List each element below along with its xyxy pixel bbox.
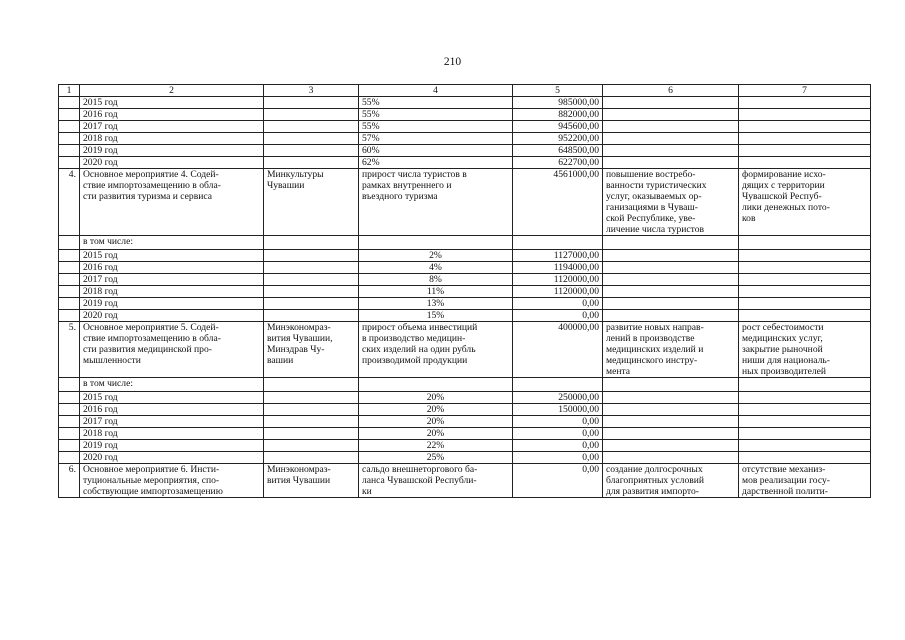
year-cell: 2018 год bbox=[80, 428, 264, 440]
executor-cell bbox=[264, 428, 359, 440]
activity-name-cell-line: туциональные мероприятия, спо- bbox=[83, 475, 220, 486]
amount-cell: 952200,00 bbox=[513, 133, 603, 145]
row-number-cell: 4. bbox=[59, 169, 80, 236]
result-cell bbox=[603, 428, 739, 440]
expected-result-cell-line: ванности туристических bbox=[606, 180, 707, 191]
row-number-cell bbox=[59, 440, 80, 452]
executor-cell bbox=[264, 169, 359, 236]
consequence-cell bbox=[739, 392, 871, 404]
row-number-cell bbox=[59, 109, 80, 121]
amount-cell: 0,00 bbox=[513, 428, 603, 440]
row-number-cell: 6. bbox=[59, 464, 80, 498]
indicator-value-cell: 13% bbox=[359, 298, 513, 310]
executor-cell bbox=[264, 97, 359, 109]
empty-cell bbox=[739, 378, 871, 392]
executor-cell bbox=[264, 392, 359, 404]
result-cell bbox=[603, 404, 739, 416]
consequence-cell bbox=[739, 416, 871, 428]
indicator-value-cell: 2% bbox=[359, 250, 513, 262]
year-row bbox=[59, 404, 871, 416]
consequence-cell bbox=[739, 121, 871, 133]
executor-cell bbox=[264, 298, 359, 310]
expected-result-cell bbox=[603, 322, 739, 378]
consequence-cell-line: закрытие рыночной bbox=[742, 344, 823, 355]
empty-cell bbox=[359, 236, 513, 250]
year-cell: 2017 год bbox=[80, 416, 264, 428]
year-cell: 2018 год bbox=[80, 286, 264, 298]
consequence-cell bbox=[739, 428, 871, 440]
indicator-value-cell: 60% bbox=[359, 145, 513, 157]
main-activity-row bbox=[59, 169, 871, 236]
row-number-cell bbox=[59, 121, 80, 133]
consequence-cell-line: ных производителей bbox=[742, 366, 827, 377]
row-number-cell bbox=[59, 250, 80, 262]
year-row bbox=[59, 133, 871, 145]
activity-name-cell bbox=[80, 169, 264, 236]
year-cell: 2016 год bbox=[80, 404, 264, 416]
executor-cell bbox=[264, 464, 359, 498]
result-cell bbox=[603, 416, 739, 428]
expected-result-cell-line: услуг, оказываемых ор- bbox=[606, 191, 702, 202]
amount-cell: 400000,00 bbox=[513, 322, 603, 378]
consequence-cell-line: лики денежных пото- bbox=[742, 202, 830, 213]
executor-cell bbox=[264, 452, 359, 464]
row-number-cell bbox=[59, 274, 80, 286]
year-cell: 2020 год bbox=[80, 310, 264, 322]
executor-cell bbox=[264, 310, 359, 322]
consequence-cell bbox=[739, 109, 871, 121]
indicator-cell-line: производимой продукции bbox=[362, 355, 468, 366]
executor-cell bbox=[264, 250, 359, 262]
consequence-cell-line: дарственной полити- bbox=[742, 486, 828, 497]
indicator-value-cell: 11% bbox=[359, 286, 513, 298]
empty-cell bbox=[513, 378, 603, 392]
expected-result-cell-line: личение числа туристов bbox=[606, 224, 705, 235]
amount-cell: 648500,00 bbox=[513, 145, 603, 157]
amount-cell: 0,00 bbox=[513, 416, 603, 428]
amount-cell: 0,00 bbox=[513, 440, 603, 452]
consequence-cell bbox=[739, 322, 871, 378]
executor-cell-line: вития Чувашии, bbox=[267, 333, 333, 344]
activity-name-cell-line: Основное мероприятие 6. Инсти- bbox=[83, 464, 220, 475]
expected-result-cell-line: ской Республике, уве- bbox=[606, 213, 696, 224]
expected-result-cell-line: благоприятных условий bbox=[606, 475, 705, 486]
result-cell bbox=[603, 250, 739, 262]
consequence-cell bbox=[739, 145, 871, 157]
empty-cell bbox=[603, 378, 739, 392]
row-number-cell bbox=[59, 133, 80, 145]
indicator-value-cell: 25% bbox=[359, 452, 513, 464]
empty-cell bbox=[264, 236, 359, 250]
executor-cell bbox=[264, 109, 359, 121]
activity-name-cell-line: ствие импортозамещению в обла- bbox=[83, 333, 221, 344]
consequence-cell bbox=[739, 133, 871, 145]
consequence-cell-line: ниши для националь- bbox=[742, 355, 830, 366]
expected-result-cell-line: медицинского инстру- bbox=[606, 355, 698, 366]
expected-result-cell-line: создание долгосрочных bbox=[606, 464, 703, 475]
amount-cell: 0,00 bbox=[513, 464, 603, 498]
activity-name-cell-line: сти развития медицинской про- bbox=[83, 344, 212, 355]
year-cell: 2015 год bbox=[80, 250, 264, 262]
executor-cell bbox=[264, 157, 359, 169]
executor-cell bbox=[264, 121, 359, 133]
year-cell: 2019 год bbox=[80, 440, 264, 452]
indicator-value-cell: 57% bbox=[359, 133, 513, 145]
consequence-cell-line: дящих с территории bbox=[742, 180, 825, 191]
executor-cell-line: вития Чувашии bbox=[267, 475, 331, 486]
year-row bbox=[59, 109, 871, 121]
amount-cell: 150000,00 bbox=[513, 404, 603, 416]
page-number: 210 bbox=[443, 56, 462, 68]
amount-cell: 0,00 bbox=[513, 452, 603, 464]
row-number-cell bbox=[59, 145, 80, 157]
result-cell bbox=[603, 310, 739, 322]
consequence-cell bbox=[739, 452, 871, 464]
empty-cell bbox=[739, 236, 871, 250]
year-row bbox=[59, 250, 871, 262]
year-cell: 2020 год bbox=[80, 157, 264, 169]
indicator-value-cell: 8% bbox=[359, 274, 513, 286]
indicator-value-cell: 15% bbox=[359, 310, 513, 322]
consequence-cell-line: ков bbox=[742, 213, 756, 224]
activity-name-cell bbox=[80, 464, 264, 498]
indicator-value-cell: 55% bbox=[359, 109, 513, 121]
result-cell bbox=[603, 121, 739, 133]
row-number-cell bbox=[59, 416, 80, 428]
year-row bbox=[59, 262, 871, 274]
consequence-cell bbox=[739, 404, 871, 416]
consequence-cell-line: мов реализации госу- bbox=[742, 475, 830, 486]
row-number-cell bbox=[59, 392, 80, 404]
indicator-value-cell: 55% bbox=[359, 121, 513, 133]
indicator-value-cell: 55% bbox=[359, 97, 513, 109]
result-cell bbox=[603, 298, 739, 310]
amount-cell: 882000,00 bbox=[513, 109, 603, 121]
indicator-value-cell: 20% bbox=[359, 428, 513, 440]
year-cell: 2019 год bbox=[80, 298, 264, 310]
indicator-cell-line: в производство медицин- bbox=[362, 333, 466, 344]
row-number-cell bbox=[59, 298, 80, 310]
column-number: 6 bbox=[603, 85, 739, 97]
amount-cell: 1120000,00 bbox=[513, 274, 603, 286]
year-row bbox=[59, 286, 871, 298]
table-body bbox=[59, 85, 871, 498]
executor-cell-line: вашии bbox=[267, 355, 294, 366]
consequence-cell bbox=[739, 310, 871, 322]
year-row bbox=[59, 416, 871, 428]
year-row bbox=[59, 428, 871, 440]
empty-cell bbox=[264, 378, 359, 392]
label-cell: в том числе: bbox=[80, 236, 264, 250]
indicator-value-cell: 20% bbox=[359, 392, 513, 404]
year-row bbox=[59, 392, 871, 404]
year-cell: 2015 год bbox=[80, 392, 264, 404]
empty-cell bbox=[603, 236, 739, 250]
year-row bbox=[59, 145, 871, 157]
amount-cell: 4561000,00 bbox=[513, 169, 603, 236]
row-number-cell bbox=[59, 378, 80, 392]
expected-result-cell-line: повышение востребо- bbox=[606, 169, 696, 180]
amount-cell: 622700,00 bbox=[513, 157, 603, 169]
activity-name-cell bbox=[80, 322, 264, 378]
indicator-cell-line: прирост объема инвестиций bbox=[362, 322, 478, 333]
main-activity-row bbox=[59, 464, 871, 498]
column-number: 5 bbox=[513, 85, 603, 97]
column-number-row bbox=[59, 85, 871, 97]
column-number: 1 bbox=[59, 85, 80, 97]
executor-cell bbox=[264, 274, 359, 286]
consequence-cell bbox=[739, 464, 871, 498]
executor-cell bbox=[264, 404, 359, 416]
column-number: 2 bbox=[80, 85, 264, 97]
year-cell: 2018 год bbox=[80, 133, 264, 145]
result-cell bbox=[603, 452, 739, 464]
expected-result-cell-line: медицинских изделий и bbox=[606, 344, 704, 355]
consequence-cell bbox=[739, 262, 871, 274]
year-cell: 2016 год bbox=[80, 262, 264, 274]
row-number-cell bbox=[59, 262, 80, 274]
empty-cell bbox=[513, 236, 603, 250]
amount-cell: 250000,00 bbox=[513, 392, 603, 404]
year-cell: 2019 год bbox=[80, 145, 264, 157]
year-row bbox=[59, 310, 871, 322]
row-number-cell bbox=[59, 452, 80, 464]
year-cell: 2017 год bbox=[80, 121, 264, 133]
result-cell bbox=[603, 392, 739, 404]
consequence-cell-line: рост себестоимости bbox=[742, 322, 824, 333]
amount-cell: 0,00 bbox=[513, 310, 603, 322]
amount-cell: 945600,00 bbox=[513, 121, 603, 133]
activity-name-cell-line: Основное мероприятие 4. Содей- bbox=[83, 169, 219, 180]
expected-result-cell bbox=[603, 169, 739, 236]
column-number: 7 bbox=[739, 85, 871, 97]
indicator-value-cell: 20% bbox=[359, 416, 513, 428]
row-number-cell bbox=[59, 286, 80, 298]
year-row bbox=[59, 121, 871, 133]
amount-cell: 1127000,00 bbox=[513, 250, 603, 262]
subtotal-label-row bbox=[59, 378, 871, 392]
year-row bbox=[59, 440, 871, 452]
executor-cell-line: Минздрав Чу- bbox=[267, 344, 325, 355]
executor-cell-line: Чувашии bbox=[267, 180, 305, 191]
consequence-cell bbox=[739, 97, 871, 109]
executor-cell bbox=[264, 416, 359, 428]
amount-cell: 1194000,00 bbox=[513, 262, 603, 274]
result-cell bbox=[603, 262, 739, 274]
consequence-cell bbox=[739, 169, 871, 236]
consequence-cell bbox=[739, 286, 871, 298]
result-cell bbox=[603, 133, 739, 145]
executor-cell bbox=[264, 133, 359, 145]
consequence-cell bbox=[739, 298, 871, 310]
column-number: 4 bbox=[359, 85, 513, 97]
executor-cell bbox=[264, 440, 359, 452]
result-cell bbox=[603, 274, 739, 286]
consequence-cell bbox=[739, 250, 871, 262]
indicator-value-cell: 62% bbox=[359, 157, 513, 169]
empty-cell bbox=[359, 378, 513, 392]
year-cell: 2016 год bbox=[80, 109, 264, 121]
expected-result-cell-line: развитие новых направ- bbox=[606, 322, 704, 333]
activity-name-cell-line: собствующие импортозамещению bbox=[83, 486, 223, 497]
activity-name-cell-line: мышленности bbox=[83, 355, 141, 366]
consequence-cell bbox=[739, 157, 871, 169]
indicator-cell-line: ланса Чувашской Республи- bbox=[362, 475, 477, 486]
year-row bbox=[59, 97, 871, 109]
amount-cell: 1120000,00 bbox=[513, 286, 603, 298]
result-cell bbox=[603, 286, 739, 298]
year-cell: 2017 год bbox=[80, 274, 264, 286]
subtotal-label-row bbox=[59, 236, 871, 250]
result-cell bbox=[603, 97, 739, 109]
row-number-cell bbox=[59, 236, 80, 250]
row-number-cell bbox=[59, 404, 80, 416]
indicator-cell bbox=[359, 322, 513, 378]
indicator-cell-line: рамках внутреннего и bbox=[362, 180, 452, 191]
executor-cell bbox=[264, 262, 359, 274]
year-row bbox=[59, 452, 871, 464]
indicator-value-cell: 20% bbox=[359, 404, 513, 416]
consequence-cell-line: Чувашской Респуб- bbox=[742, 191, 822, 202]
executor-cell-line: Минкультуры bbox=[267, 169, 324, 180]
row-number-cell bbox=[59, 428, 80, 440]
consequence-cell-line: отсутствие механиз- bbox=[742, 464, 826, 475]
expected-result-cell-line: мента bbox=[606, 366, 631, 377]
main-activity-row bbox=[59, 322, 871, 378]
indicator-cell bbox=[359, 464, 513, 498]
result-cell bbox=[603, 157, 739, 169]
indicator-value-cell: 4% bbox=[359, 262, 513, 274]
indicator-cell-line: прирост числа туристов в bbox=[362, 169, 467, 180]
year-cell: 2020 год bbox=[80, 452, 264, 464]
indicator-cell-line: ских изделий на один рубль bbox=[362, 344, 476, 355]
indicator-cell-line: въездного туризма bbox=[362, 191, 438, 202]
result-cell bbox=[603, 145, 739, 157]
expected-result-cell-line: лений в производстве bbox=[606, 333, 695, 344]
row-number-cell: 5. bbox=[59, 322, 80, 378]
executor-cell bbox=[264, 286, 359, 298]
executor-cell-line: Минэкономраз- bbox=[267, 322, 331, 333]
expected-result-cell-line: для развития импорто- bbox=[606, 486, 699, 497]
label-cell: в том числе: bbox=[80, 378, 264, 392]
year-cell: 2015 год bbox=[80, 97, 264, 109]
result-cell bbox=[603, 109, 739, 121]
program-activities-table bbox=[58, 84, 871, 498]
amount-cell: 985000,00 bbox=[513, 97, 603, 109]
result-cell bbox=[603, 440, 739, 452]
indicator-cell-line: сальдо внешнеторгового ба- bbox=[362, 464, 478, 475]
year-row bbox=[59, 274, 871, 286]
consequence-cell bbox=[739, 274, 871, 286]
row-number-cell bbox=[59, 97, 80, 109]
executor-cell bbox=[264, 322, 359, 378]
indicator-cell-line: ки bbox=[362, 486, 372, 497]
year-row bbox=[59, 298, 871, 310]
executor-cell-line: Минэкономраз- bbox=[267, 464, 331, 475]
column-number: 3 bbox=[264, 85, 359, 97]
consequence-cell-line: формирование исхо- bbox=[742, 169, 826, 180]
activity-name-cell-line: сти развития туризма и сервиса bbox=[83, 191, 213, 202]
activity-name-cell-line: Основное мероприятие 5. Содей- bbox=[83, 322, 219, 333]
expected-result-cell-line: ганизациями в Чуваш- bbox=[606, 202, 698, 213]
indicator-cell bbox=[359, 169, 513, 236]
activity-name-cell-line: ствие импортозамещению в обла- bbox=[83, 180, 221, 191]
amount-cell: 0,00 bbox=[513, 298, 603, 310]
consequence-cell-line: медицинских услуг, bbox=[742, 333, 823, 344]
consequence-cell bbox=[739, 440, 871, 452]
year-row bbox=[59, 157, 871, 169]
expected-result-cell bbox=[603, 464, 739, 498]
indicator-value-cell: 22% bbox=[359, 440, 513, 452]
executor-cell bbox=[264, 145, 359, 157]
row-number-cell bbox=[59, 310, 80, 322]
row-number-cell bbox=[59, 157, 80, 169]
